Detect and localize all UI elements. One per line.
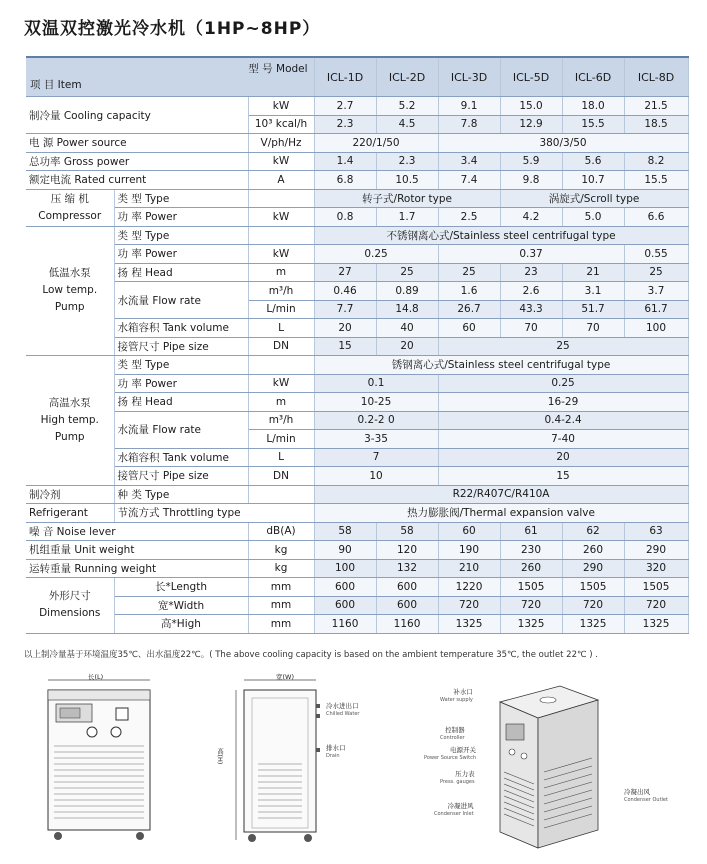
- value-cell: 21: [562, 263, 624, 282]
- table-row: [26, 504, 688, 523]
- value-cell: 转子式/Rotor type: [314, 189, 500, 208]
- row-label: 水流量 Flow rate: [114, 411, 248, 448]
- row-label: 制冷量 Cooling capacity: [26, 97, 248, 134]
- table-row: [26, 578, 688, 597]
- value-cell: 20: [438, 448, 688, 467]
- value-cell: 1505: [562, 578, 624, 597]
- perspective-drawing: [480, 672, 610, 852]
- value-cell: 380/3/50: [438, 134, 688, 153]
- unit-drawings: [40, 668, 680, 858]
- page-title: 双温双控激光冷水机（1HP~8HP）: [24, 19, 321, 39]
- table-row: [26, 337, 688, 356]
- value-cell: 720: [562, 596, 624, 615]
- value-cell: 40: [376, 319, 438, 338]
- press-gauge-cn: 压力表: [455, 770, 475, 778]
- value-cell: 0.4-2.4: [438, 411, 688, 430]
- height-label: 高(H): [216, 748, 224, 765]
- value-cell: 6.8: [314, 171, 376, 190]
- value-cell: 720: [500, 596, 562, 615]
- unit-cell: kW: [248, 245, 314, 264]
- unit-cell: mm: [248, 596, 314, 615]
- unit-cell: mm: [248, 578, 314, 597]
- value-cell: 70: [500, 319, 562, 338]
- value-cell: 1505: [500, 578, 562, 597]
- value-cell: 60: [438, 522, 500, 541]
- unit-cell: m: [248, 263, 314, 282]
- row-label: 种 类 Type: [114, 485, 248, 504]
- value-cell: 10.7: [562, 171, 624, 190]
- row-label: 功 率 Power: [114, 245, 248, 264]
- value-cell: 15: [438, 467, 688, 486]
- table-row: [26, 263, 688, 282]
- front-view-drawing: [40, 668, 165, 853]
- table-row: [26, 596, 688, 615]
- value-cell: 58: [314, 522, 376, 541]
- press-gauge-en: Press. gauges: [440, 779, 475, 785]
- value-cell: 4.2: [500, 208, 562, 227]
- water-supply-label: [440, 688, 473, 704]
- value-cell: 290: [562, 559, 624, 578]
- group-en: High temp.: [40, 413, 99, 426]
- row-label: 接管尺寸 Pipe size: [114, 467, 248, 486]
- row-label: 水流量 Flow rate: [114, 282, 248, 319]
- value-cell: 18.0: [562, 97, 624, 116]
- value-cell: 7.4: [438, 171, 500, 190]
- value-cell: 2.3: [376, 152, 438, 171]
- unit-cell: m³/h: [248, 411, 314, 430]
- group-en: Pump: [54, 301, 85, 314]
- value-cell: 132: [376, 559, 438, 578]
- table-row: [26, 226, 688, 245]
- value-cell: 0.25: [314, 245, 438, 264]
- value-cell: 260: [500, 559, 562, 578]
- unit-cell: kg: [248, 559, 314, 578]
- value-cell: R22/R407C/R410A: [314, 485, 688, 504]
- condenser-outlet-en: Condenser Outlet: [624, 797, 668, 803]
- value-cell: 3.7: [624, 282, 688, 301]
- value-cell: 不锈钢离心式/Stainless steel centrifugal type: [314, 226, 688, 245]
- unit-cell: [248, 189, 314, 208]
- value-cell: 61.7: [624, 300, 688, 319]
- value-cell: 260: [562, 541, 624, 560]
- unit-cell: [248, 226, 314, 245]
- model-header: ICL-6D: [562, 57, 624, 97]
- table-row: [26, 559, 688, 578]
- unit-cell: kg: [248, 541, 314, 560]
- value-cell: 720: [624, 596, 688, 615]
- value-cell: 7.7: [314, 300, 376, 319]
- value-cell: 2.6: [500, 282, 562, 301]
- table-row: [26, 485, 688, 504]
- condenser-inlet-cn: 冷凝进风: [447, 802, 474, 810]
- table-row: [26, 411, 688, 430]
- drain-en: Drain: [326, 753, 340, 759]
- value-cell: 14.8: [376, 300, 438, 319]
- value-cell: 0.25: [438, 374, 688, 393]
- table-row: [26, 282, 688, 301]
- row-label: 高*High: [114, 615, 248, 634]
- value-cell: 25: [376, 263, 438, 282]
- water-supply-cn: 补水口: [453, 688, 473, 696]
- value-cell: 10-25: [314, 393, 438, 412]
- value-cell: 600: [376, 578, 438, 597]
- value-cell: 15.0: [500, 97, 562, 116]
- value-cell: 5.6: [562, 152, 624, 171]
- item-label: 项 目 Item: [30, 79, 82, 91]
- controller-label: [440, 726, 465, 742]
- row-label: 宽*Width: [114, 596, 248, 615]
- value-cell: 10.5: [376, 171, 438, 190]
- value-cell: 7: [314, 448, 438, 467]
- group-label: [26, 226, 114, 356]
- unit-cell: A: [248, 171, 314, 190]
- row-label: 功 率 Power: [114, 208, 248, 227]
- value-cell: 0.37: [438, 245, 624, 264]
- row-label: 类 型 Type: [114, 226, 248, 245]
- group-en: Pump: [54, 430, 85, 443]
- drain-label: [326, 744, 346, 760]
- value-cell: 10: [314, 467, 438, 486]
- unit-cell: m: [248, 393, 314, 412]
- drain-cn: 排水口: [326, 744, 346, 752]
- table-row: [26, 97, 688, 116]
- value-cell: 0.46: [314, 282, 376, 301]
- row-label: 长*Length: [114, 578, 248, 597]
- row-label: 运转重量 Running weight: [26, 559, 248, 578]
- value-cell: 61: [500, 522, 562, 541]
- value-cell: 100: [624, 319, 688, 338]
- value-cell: 600: [314, 578, 376, 597]
- table-row: [26, 134, 688, 153]
- value-cell: 1325: [624, 615, 688, 634]
- unit-cell: kW: [248, 374, 314, 393]
- value-cell: 210: [438, 559, 500, 578]
- value-cell: 1325: [438, 615, 500, 634]
- unit-cell: kW: [248, 152, 314, 171]
- group-cn: 高温水泵: [48, 396, 91, 409]
- unit-cell: m³/h: [248, 282, 314, 301]
- value-cell: 1160: [314, 615, 376, 634]
- value-cell: 9.1: [438, 97, 500, 116]
- press-gauge-label: [440, 770, 475, 786]
- row-label: 扬 程 Head: [114, 393, 248, 412]
- table-row: [26, 522, 688, 541]
- unit-cell: DN: [248, 337, 314, 356]
- value-cell: 热力膨胀阀/Thermal expansion valve: [314, 504, 688, 523]
- unit-cell: kW: [248, 97, 314, 116]
- value-cell: 1325: [500, 615, 562, 634]
- value-cell: 0.55: [624, 245, 688, 264]
- water-supply-en: Water supply: [440, 697, 473, 703]
- row-label: 噪 音 Noise lever: [26, 522, 248, 541]
- row-label: 机组重量 Unit weight: [26, 541, 248, 560]
- unit-cell: DN: [248, 467, 314, 486]
- unit-cell: [248, 356, 314, 375]
- value-cell: 7-40: [438, 430, 688, 449]
- value-cell: 锈钢离心式/Stainless steel centrifugal type: [314, 356, 688, 375]
- group-label: [26, 189, 114, 226]
- unit-cell: L/min: [248, 300, 314, 319]
- condenser-inlet-en: Condenser Inlet: [434, 811, 474, 817]
- value-cell: 0.8: [314, 208, 376, 227]
- unit-cell: dB(A): [248, 522, 314, 541]
- group-cn: 低温水泵: [48, 267, 91, 280]
- model-header: ICL-3D: [438, 57, 500, 97]
- group-cn: 压 缩 机: [50, 192, 89, 205]
- value-cell: 15: [314, 337, 376, 356]
- row-label: 水箱容积 Tank volume: [114, 319, 248, 338]
- table-row: [26, 171, 688, 190]
- row-label: 功 率 Power: [114, 374, 248, 393]
- value-cell: 51.7: [562, 300, 624, 319]
- unit-cell: L: [248, 319, 314, 338]
- value-cell: 9.8: [500, 171, 562, 190]
- power-switch-en: Power Source Switch: [424, 755, 476, 761]
- value-cell: 15.5: [562, 115, 624, 134]
- row-label: 电 源 Power source: [26, 134, 248, 153]
- value-cell: 18.5: [624, 115, 688, 134]
- row-label: 类 型 Type: [114, 189, 248, 208]
- width-label: 宽(W): [276, 673, 294, 681]
- value-cell: 290: [624, 541, 688, 560]
- value-cell: 8.2: [624, 152, 688, 171]
- value-cell: 7.8: [438, 115, 500, 134]
- value-cell: 220/1/50: [314, 134, 438, 153]
- row-label: 类 型 Type: [114, 356, 248, 375]
- value-cell: 5.9: [500, 152, 562, 171]
- group-label: 制冷剂: [26, 485, 114, 504]
- chilled-water-label: [326, 702, 359, 718]
- model-header: ICL-8D: [624, 57, 688, 97]
- value-cell: 600: [314, 596, 376, 615]
- value-cell: 120: [376, 541, 438, 560]
- value-cell: 100: [314, 559, 376, 578]
- group-label: [26, 578, 114, 634]
- value-cell: 1220: [438, 578, 500, 597]
- value-cell: 1505: [624, 578, 688, 597]
- header-row: [26, 57, 688, 97]
- value-cell: 5.2: [376, 97, 438, 116]
- value-cell: 3.1: [562, 282, 624, 301]
- value-cell: 23: [500, 263, 562, 282]
- value-cell: 2.7: [314, 97, 376, 116]
- table-row: [26, 393, 688, 412]
- value-cell: 20: [314, 319, 376, 338]
- value-cell: 1160: [376, 615, 438, 634]
- group-label: Refrigerant: [26, 504, 114, 523]
- value-cell: 1.6: [438, 282, 500, 301]
- value-cell: 12.9: [500, 115, 562, 134]
- spec-table: [26, 56, 689, 634]
- condenser-inlet-label: [434, 802, 474, 818]
- table-row: [26, 208, 688, 227]
- value-cell: 20: [376, 337, 438, 356]
- model-header: ICL-5D: [500, 57, 562, 97]
- controller-cn: 控制器: [445, 726, 465, 734]
- table-row: [26, 448, 688, 467]
- value-cell: 720: [438, 596, 500, 615]
- power-switch-cn: 电源开关: [450, 746, 476, 754]
- value-cell: 62: [562, 522, 624, 541]
- value-cell: 5.0: [562, 208, 624, 227]
- row-label: 总功率 Gross power: [26, 152, 248, 171]
- value-cell: 25: [438, 337, 688, 356]
- value-cell: 27: [314, 263, 376, 282]
- table-row: [26, 189, 688, 208]
- value-cell: 1325: [562, 615, 624, 634]
- value-cell: 190: [438, 541, 500, 560]
- value-cell: 1.4: [314, 152, 376, 171]
- unit-cell: kW: [248, 208, 314, 227]
- value-cell: 60: [438, 319, 500, 338]
- value-cell: 1.7: [376, 208, 438, 227]
- value-cell: 70: [562, 319, 624, 338]
- value-cell: 4.5: [376, 115, 438, 134]
- group-cn: 外形尺寸: [48, 590, 91, 603]
- value-cell: 0.2-2 0: [314, 411, 438, 430]
- model-label: 型 号 Model: [248, 63, 308, 75]
- unit-cell: L: [248, 448, 314, 467]
- value-cell: 58: [376, 522, 438, 541]
- value-cell: 25: [438, 263, 500, 282]
- unit-cell: [248, 485, 314, 504]
- value-cell: 26.7: [438, 300, 500, 319]
- value-cell: 15.5: [624, 171, 688, 190]
- group-en: Compressor: [38, 209, 102, 222]
- value-cell: 21.5: [624, 97, 688, 116]
- group-en: Low temp.: [42, 284, 98, 297]
- table-row: [26, 356, 688, 375]
- group-en: Dimensions: [39, 607, 101, 620]
- table-row: [26, 374, 688, 393]
- value-cell: 涡旋式/Scroll type: [500, 189, 688, 208]
- value-cell: 16-29: [438, 393, 688, 412]
- row-label: 接管尺寸 Pipe size: [114, 337, 248, 356]
- table-row: [26, 467, 688, 486]
- value-cell: 63: [624, 522, 688, 541]
- unit-cell: V/ph/Hz: [248, 134, 314, 153]
- unit-cell: mm: [248, 615, 314, 634]
- value-cell: 320: [624, 559, 688, 578]
- side-view-drawing: [230, 668, 330, 853]
- condenser-outlet-label: [624, 788, 668, 804]
- row-label: 额定电流 Rated current: [26, 171, 248, 190]
- group-label: [26, 356, 114, 486]
- value-cell: 3-35: [314, 430, 438, 449]
- value-cell: 90: [314, 541, 376, 560]
- row-label: 扬 程 Head: [114, 263, 248, 282]
- row-label: 水箱容积 Tank volume: [114, 448, 248, 467]
- table-row: [26, 615, 688, 634]
- condenser-outlet-cn: 冷凝出风: [624, 788, 650, 796]
- row-label: 节流方式 Throttling type: [114, 504, 314, 523]
- footnote: 以上制冷量基于环境温度35℃、出水温度22℃。( The above cooling capacity is based on the ambient temperature 35℃, the outlet 22℃ ) .: [24, 650, 598, 660]
- value-cell: 230: [500, 541, 562, 560]
- table-row: [26, 245, 688, 264]
- table-row: [26, 541, 688, 560]
- model-header: ICL-1D: [314, 57, 376, 97]
- value-cell: 3.4: [438, 152, 500, 171]
- table-row: [26, 319, 688, 338]
- power-switch-label: [424, 746, 476, 762]
- chilled-water-cn: 冷水进出口: [326, 702, 359, 710]
- value-cell: 43.3: [500, 300, 562, 319]
- chilled-water-en: Chilled Water: [326, 711, 360, 717]
- unit-cell: 10³ kcal/h: [248, 115, 314, 134]
- value-cell: 600: [376, 596, 438, 615]
- value-cell: 25: [624, 263, 688, 282]
- table-row: [26, 152, 688, 171]
- controller-en: Controller: [440, 735, 465, 741]
- value-cell: 2.5: [438, 208, 500, 227]
- value-cell: 6.6: [624, 208, 688, 227]
- unit-cell: L/min: [248, 430, 314, 449]
- value-cell: 2.3: [314, 115, 376, 134]
- value-cell: 0.1: [314, 374, 438, 393]
- value-cell: 0.89: [376, 282, 438, 301]
- length-label: 长(L): [88, 673, 104, 681]
- model-header: ICL-2D: [376, 57, 438, 97]
